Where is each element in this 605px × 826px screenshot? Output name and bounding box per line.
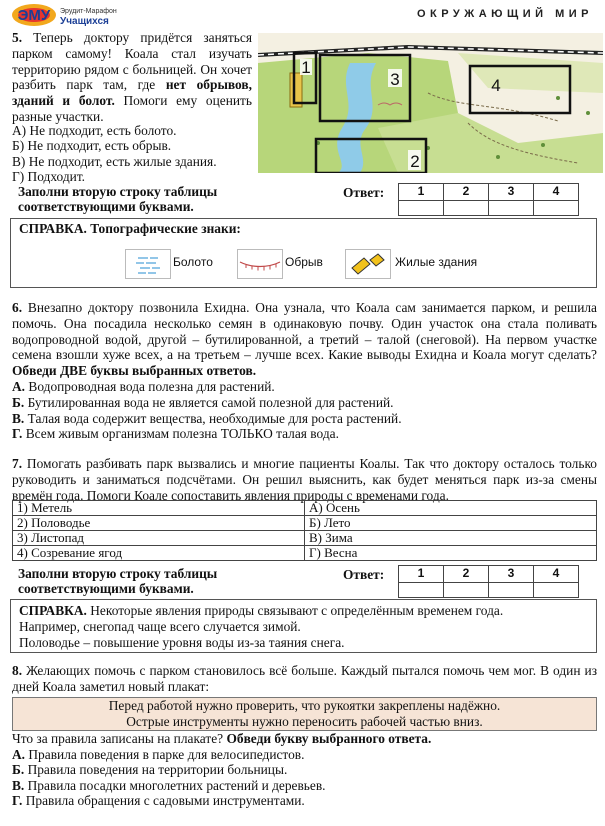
q7-number: 7. [12,456,23,471]
q5-text-a: Теперь доктору придётся заняться парком самому! Коала стал изучать территорию рядом с больницей. Он хочет разбить парк там, где [12,30,252,93]
q8-instruction: Обведи букву выбранного ответа. [226,731,432,746]
q5-options [12,123,252,185]
match-right: А) Осень [305,501,597,516]
q6-block [12,300,597,442]
table-row [13,516,597,531]
logo-sub-bottom: Учащихся [60,16,109,27]
poster [12,697,597,731]
q5-answer-label: Ответ: [343,185,385,200]
q7-match-table [12,500,597,561]
q8-text: Желающих помочь с парком становилось всё больше. Каждый пытался помочь чем мог. В один из дней Коала заметил новый плакат: [12,663,597,694]
q8-block [12,663,597,695]
q7-answer-label: Ответ: [343,567,385,582]
q6-instruction: Обведи ДВЕ буквы выбранных ответов. [12,363,257,379]
q5-text [12,30,252,125]
q8-question: Что за правила записаны на плакате? [12,731,224,746]
q7-answer-cell[interactable] [489,582,534,597]
reference-line: Например, снегопад чаще всего случается зимой. [19,619,301,634]
table-row [13,501,597,516]
logo-sub-top: Эрудит-Марафон [60,8,117,15]
q5-answer-table [398,183,579,216]
q5-fill-instruction: Заполни вторую строку таблицы соответствующими буквами. [18,184,218,214]
q5-text-b: Помоги ему оценить разные участки. [12,93,252,124]
reference-line: Половодье – повышение уровня воды из-за таяния снега. [19,635,345,650]
q5-answer-cell[interactable] [534,200,579,215]
poster-line: Острые инструменты нужно переносить рабочей частью вниз. [126,713,483,729]
q5-answer-header: 4 [534,184,579,201]
q5-text-bold: нет обрывов, зданий и болот. [12,77,252,109]
q5-answer-cell[interactable] [444,200,489,215]
q5-option: Б) Не подходит, есть обрыв. [12,138,172,154]
match-left: 4) Созревание ягод [13,546,305,561]
q5-option: В) Не подходит, есть жилые здания. [12,153,217,169]
poster-line: Перед работой нужно проверить, что рукоятки закреплены надёжно. [108,698,501,713]
map-label-3: 3 [390,70,400,89]
reference-title: СПРАВКА. [19,603,87,618]
q8-option[interactable]: Б. Правила поведения на территории больницы. [12,762,288,778]
match-right: Б) Лето [305,516,597,531]
map-label-1: 1 [301,58,311,77]
q8-option[interactable]: В. Правила посадки многолетних растений и деревьев. [12,777,326,793]
q6-option[interactable]: В. Талая вода содержит вещества, необходимые для роста растений. [12,410,402,426]
cliff-icon [237,249,283,279]
q7-answer-header: 3 [489,566,534,583]
reference-label-cliff: Обрыв [285,255,323,269]
q7-answer-cell[interactable] [534,582,579,597]
buildings-icon [345,249,391,279]
reference-box-topo [10,218,597,288]
q5-answer-header: 3 [489,184,534,201]
match-left: 3) Листопад [13,531,305,546]
q8-option[interactable]: Г. Правила обращения с садовыми инструментами. [12,793,305,809]
match-right: Г) Весна [305,546,597,561]
reference-line: Некоторые явления природы связывают с определённым временем года. [90,603,504,618]
q5-option: А) Не подходит, есть болото. [12,123,177,138]
reference-box-seasons [10,599,597,653]
swamp-icon [125,249,171,279]
subject-title: ОКРУЖАЮЩИЙ МИР [416,8,593,20]
reference-label-swamp: Болото [173,255,213,269]
match-right: В) Зима [305,531,597,546]
q7-text: Помогать разбивать парк вызвались и многие пациенты Коалы. Так что доктору осталось только руководить и заниматься подсчётами. Он решил выяснить, как будет меняться парк из-за смены времён года. Помоги Коале сопоставить явления природы с временами года. [12,456,597,503]
map-label-4: 4 [491,76,501,95]
q8-options [12,731,597,809]
q8-number: 8. [12,663,23,678]
q6-option[interactable]: Б. Бутилированная вода не является самой полезной для растений. [12,394,394,410]
q7-answer-cell[interactable] [399,582,444,597]
match-left: 2) Половодье [13,516,305,531]
reference-label-buildings: Жилые здания [395,255,478,269]
q7-fill-instruction: Заполни вторую строку таблицы соответствующими буквами. [18,566,218,596]
logo-text: ЭМУ [17,7,51,24]
match-left: 1) Метель [13,501,305,516]
reference-title: СПРАВКА. Топографические знаки: [19,221,241,236]
q6-text: Внезапно доктору позвонила Ехидна. Она узнала, что Коала сам занимается парком, и решила помочь. Она посадила несколько семян в одинаковую почву. Один участок она стала поливать водопроводной водой, другой – бутилированной, а третий – талой (снеговой). На первом участке семена взошли хуже всех, а на третьем – лучше всех. Какие выводы Ехидна и Коала могут сделать? [12,300,597,363]
q6-option[interactable]: А. Водопроводная вода полезна для растений. [12,378,275,394]
logo [10,2,160,28]
q5-option: Г) Подходит. [12,169,86,185]
q6-number: 6. [12,300,23,315]
q5-answer-header: 2 [444,184,489,201]
q5-answer-cell[interactable] [489,200,534,215]
q7-block [12,456,597,503]
table-row [13,531,597,546]
map-label-2: 2 [410,152,420,171]
q6-option[interactable]: Г. Всем живым организмам полезна ТОЛЬКО талая вода. [12,426,339,442]
q5-answer-cell[interactable] [399,200,444,215]
q7-answer-header: 1 [399,566,444,583]
q7-answer-cell[interactable] [444,582,489,597]
q7-answer-table [398,565,579,598]
q5-answer-header: 1 [399,184,444,201]
topographic-map [258,33,603,173]
q5-number: 5. [12,30,23,45]
table-row [13,546,597,561]
q7-answer-header: 2 [444,566,489,583]
q7-answer-header: 4 [534,566,579,583]
q8-option[interactable]: А. Правила поведения в парке для велосипедистов. [12,746,305,762]
